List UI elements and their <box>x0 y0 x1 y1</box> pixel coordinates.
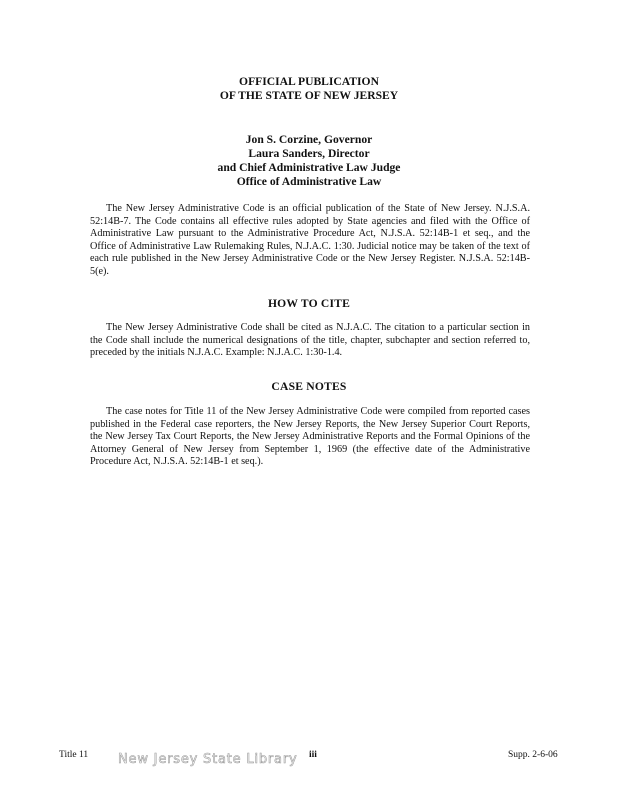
how-to-cite-paragraph: The New Jersey Administrative Code shall be cited as N.J.A.C. The citation to a particular section in the Code shall include the numerical designations of the title, chapter, subchapter and section referred to, preceded by the initials N.J.A.C. Example: N.J.A.C. 1:30-1.4. <box>90 322 530 359</box>
header-line-2: OF THE STATE OF NEW JERSEY <box>219 89 399 102</box>
official-governor: Jon S. Corzine, Governor <box>245 133 373 146</box>
footer-title: Title 11 <box>59 750 89 760</box>
header-line-1: OFFICIAL PUBLICATION <box>239 75 379 88</box>
footer-page-number: iii <box>309 750 317 760</box>
official-office: Office of Administrative Law <box>236 175 382 188</box>
official-judge-title: and Chief Administrative Law Judge <box>217 161 401 174</box>
footer-supplement-date: Supp. 2-6-06 <box>508 750 558 760</box>
case-notes-paragraph: The case notes for Title 11 of the New Jersey Administrative Code were compiled from reported cases published in the Federal case reporters, the New Jersey Reports, the New Jersey Superior Court Reports, the New Jersey Tax Court Reports, the New Jersey Administrative Reports and the Formal Opinions of the Attorney General of New Jersey from September 1, 1969 (the effective date of the Administrative Procedure Act, N.J.S.A. 52:14B-1 et seq.). <box>90 406 530 468</box>
case-notes-heading: CASE NOTES <box>271 380 347 393</box>
intro-paragraph: The New Jersey Administrative Code is an official publication of the State of New Jersey. N.J.S.A. 52:14B-7. The Code contains all effective rules adopted by State agencies and filed with the Office of Administrative Law pursuant to the Administrative Procedure Act, N.J.S.A. 52:14B-1 et seq., and the Office of Administrative Law Rulemaking Rules, N.J.A.C. 1:30. Judicial notice may be taken of the text of each rule published in the New Jersey Administrative Code or the New Jersey Register. N.J.S.A. 52:14B-5(e). <box>90 203 530 277</box>
official-director: Laura Sanders, Director <box>248 147 370 160</box>
publication-header <box>0 75 618 103</box>
how-to-cite-heading: HOW TO CITE <box>267 297 351 310</box>
library-watermark: New Jersey State Library <box>118 752 298 767</box>
officials-block <box>0 133 618 189</box>
